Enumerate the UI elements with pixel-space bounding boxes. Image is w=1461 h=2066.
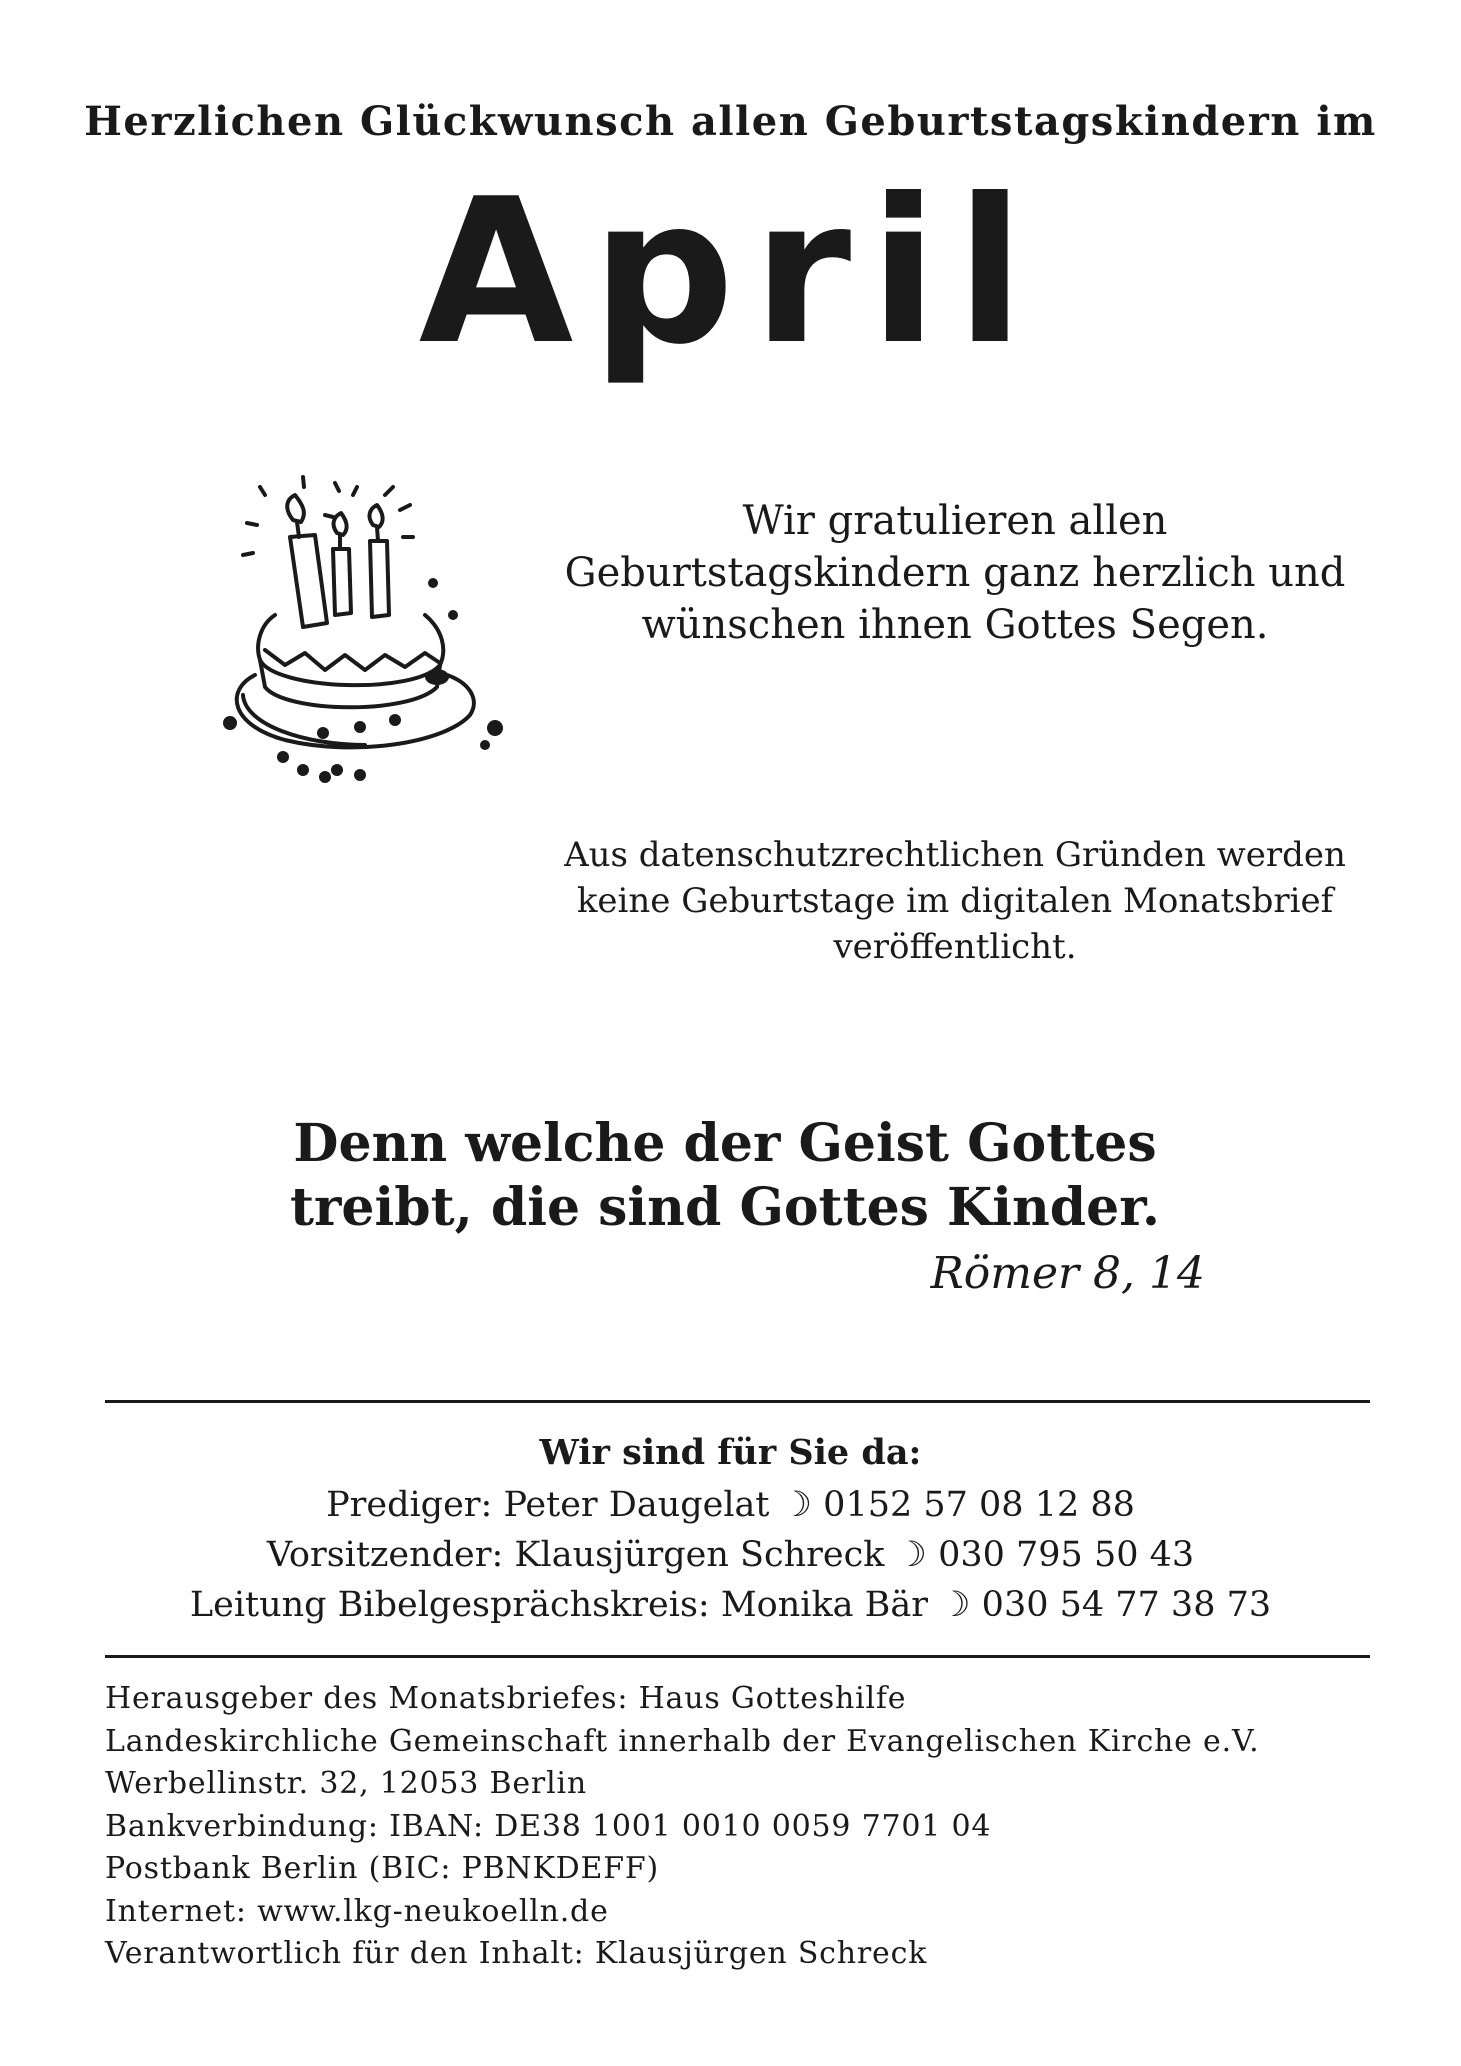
verse-reference: Römer 8, 14 [930,1248,1205,1299]
imprint-organization: Landeskirchliche Gemeinschaft innerhalb der Evangelischen Kirche e.V. [105,1723,1260,1759]
phone-icon: ☽ [895,1535,927,1575]
privacy-line: veröffentlicht. [833,927,1077,967]
divider [105,1400,1370,1403]
verse-line: treibt, die sind Gottes Kinder. [290,1177,1160,1238]
imprint-website: Internet: www.lkg-neukoelln.de [105,1893,609,1929]
headline: Herzlichen Glückwunsch allen Geburtstagskindern im [84,98,1377,145]
contacts-list [0,1480,1461,1630]
phone-icon: ☽ [780,1485,813,1525]
month-title: April [418,156,1043,389]
contact-label: Leitung Bibelgesprächskreis: Monika Bär [189,1585,928,1625]
contact-label: Prediger: Peter Daugelat [326,1485,770,1525]
contact-row [0,1580,1461,1630]
contact-label: Vorsitzender: Klausjürgen Schreck [266,1535,885,1575]
imprint [105,1678,1405,1976]
verse-line: Denn welche der Geist Gottes [293,1113,1157,1174]
greeting-line: Wir gratulieren allen [742,498,1168,544]
divider [105,1655,1370,1658]
privacy-line: keine Geburtstage im digitalen Monatsbrief [576,881,1334,921]
imprint-address: Werbellinstr. 32, 12053 Berlin [105,1766,587,1801]
imprint-publisher: Herausgeber des Monatsbriefes: Haus Gotteshilfe [105,1681,907,1716]
contact-phone: 030 795 50 43 [938,1535,1195,1575]
imprint-bank: Bankverbindung: IBAN: DE38 1001 0010 0059 7701 04 [105,1808,992,1844]
contacts-title: Wir sind für Sie da: [539,1432,922,1473]
greeting-line: Geburtstagskindern ganz herzlich und [564,550,1346,596]
contact-row [0,1480,1461,1530]
contact-phone: 030 54 77 38 73 [981,1585,1272,1625]
bible-verse [150,1112,1300,1240]
greeting-text [540,495,1370,651]
imprint-bank-name: Postbank Berlin (BIC: PBNKDEFF) [105,1851,659,1886]
imprint-responsible: Verantwortlich für den Inhalt: Klausjürgen Schreck [105,1936,928,1971]
privacy-line: Aus datenschutzrechtlichen Gründen werden [564,835,1346,875]
phone-icon: ☽ [939,1585,971,1625]
birthday-cake-icon [215,465,525,795]
contact-phone: 0152 57 08 12 88 [823,1485,1135,1525]
greeting-line: wünschen ihnen Gottes Segen. [641,602,1269,648]
contact-row [0,1530,1461,1580]
privacy-note [540,832,1370,970]
